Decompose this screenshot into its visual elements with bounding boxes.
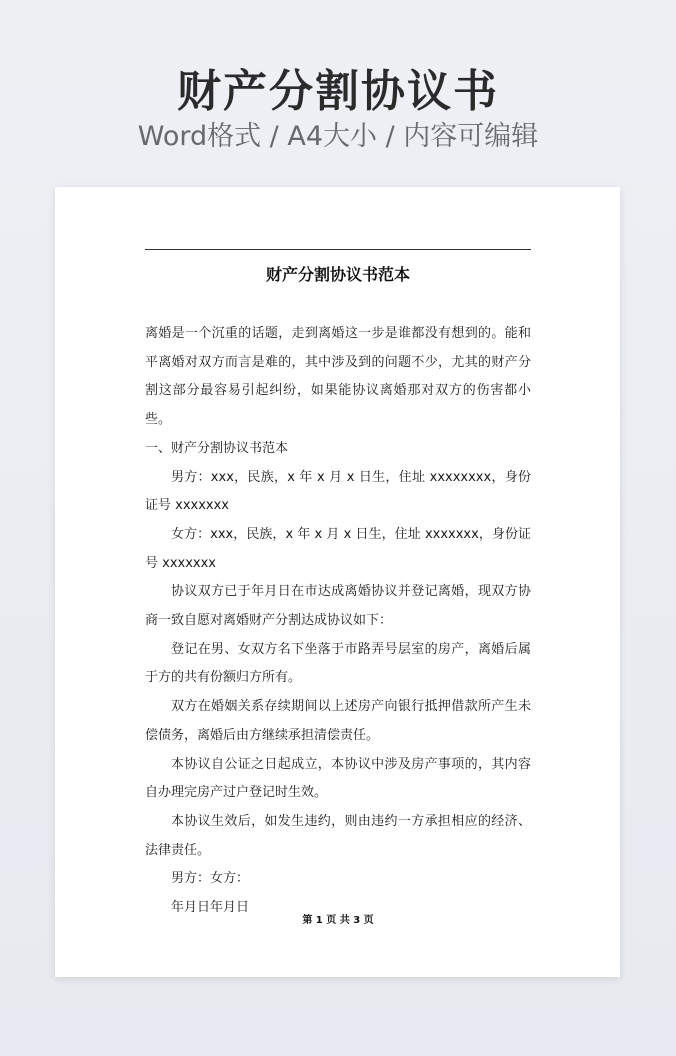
page-number: 第 1 页 共 3 页 [302,915,374,926]
paragraph: 男方：xxx，民族，x 年 x 月 x 日生，住址 xxxxxxxx，身份证号 xxxxxxx [145,469,531,514]
document-body [145,320,531,923]
paragraph: 本协议生效后，如发生违约，则由违约一方承担相应的经济、法律责任。 [145,813,531,858]
paragraph: 离婚是一个沉重的话题，走到离婚这一步是谁都没有想到的。能和平离婚对双方而言是难的，其中涉及到的问题不少，尤其的财产分割这部分最容易引起纠纷，如果能协议离婚那对双方的伤害都小些。 [145,326,531,428]
paragraph: 女方：xxx，民族，x 年 x 月 x 日生，住址 xxxxxxx，身份证号 xxxxxxx [145,526,531,571]
banner-subtitle: Word格式 / A4大小 / 内容可编辑 [137,121,539,152]
date-line: 年月日年月日 [171,900,250,916]
paragraph: 登记在男、女双方名下坐落于市路弄号层室的房产，离婚后属于方的共有份额归方所有。 [145,641,531,686]
document-page [55,187,620,977]
signature-line: 男方：女方： [171,871,250,887]
paragraph: 双方在婚姻关系存续期间以上述房产向银行抵押借款所产生未偿债务，离婚后由方继续承担清偿责任。 [145,699,531,743]
paragraph: 本协议自公证之日起成立，本协议中涉及房产事项的，其内容自办理完房产过户登记时生效。 [145,756,531,801]
paragraph: 协议双方已于年月日在市达成离婚协议并登记离婚，现双方协商一致自愿对离婚财产分割达成协议如下： [145,584,531,629]
section-heading: 一、财产分割协议书范本 [145,440,289,456]
document-title: 财产分割协议书范本 [265,265,410,284]
banner-title: 财产分割协议书 [177,66,499,117]
header-rule [145,249,531,250]
